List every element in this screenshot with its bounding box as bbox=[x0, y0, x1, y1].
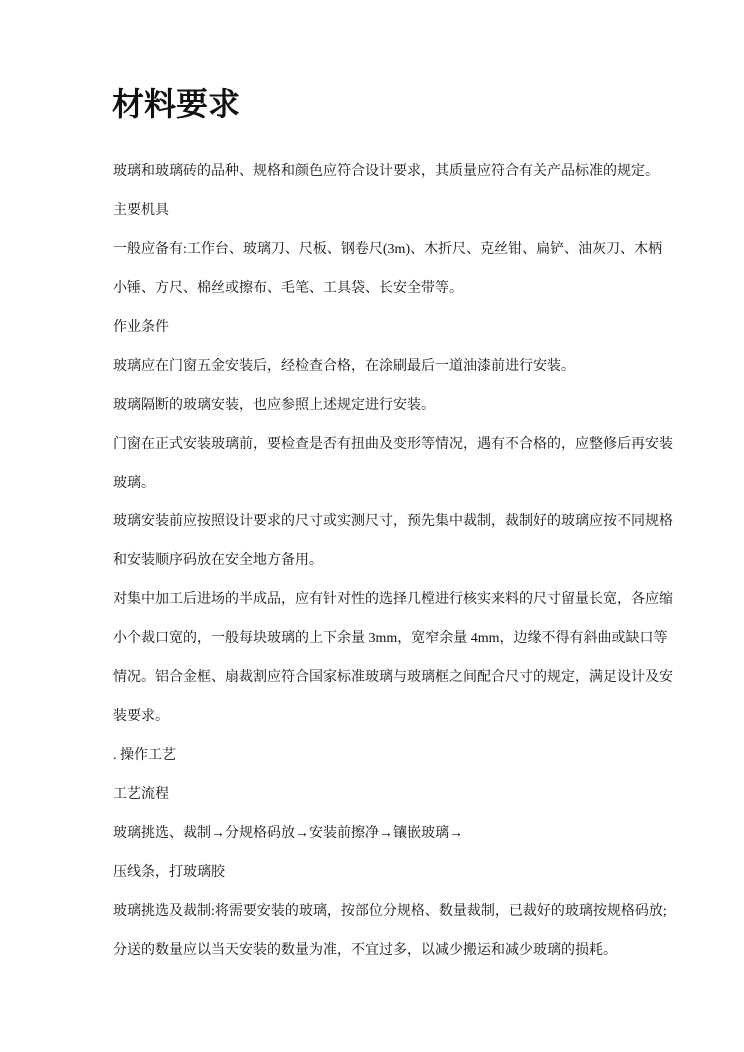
text-line: 装要求。 bbox=[113, 709, 169, 725]
text-line: 门窗在正式安装玻璃前，要检查是否有扭曲及变形等情况，遇有不合格的，应整修后再安装 bbox=[113, 436, 673, 452]
section-heading: 作业条件 bbox=[113, 319, 169, 335]
text-line: 小锤、方尺、棉丝或擦布、毛笔、工具袋、长安全带等。 bbox=[113, 280, 463, 296]
text-line: 分送的数量应以当天安装的数量为准，不宜过多，以减少搬运和减少玻璃的损耗。 bbox=[113, 942, 617, 958]
text-line: 玻璃应在门窗五金安装后，经检查合格，在涂刷最后一道油漆前进行安装。 bbox=[113, 358, 575, 374]
text-line: 对集中加工后进场的半成品，应有针对性的选择几樘进行核实来料的尺寸留量长宽，各应缩 bbox=[113, 592, 673, 608]
text-line: 小个裁口宽的，一般每块玻璃的上下余量 3mm，宽窄余量 4mm，边缘不得有斜曲或缺口等 bbox=[113, 631, 668, 647]
text-line: 玻璃。 bbox=[113, 475, 155, 491]
text-line: 玻璃挑选、裁制→分规格码放→安装前擦净→镶嵌玻璃→ bbox=[113, 825, 463, 841]
text-line: 玻璃安装前应按照设计要求的尺寸或实测尺寸，预先集中裁制，裁制好的玻璃应按不同规格 bbox=[113, 514, 673, 530]
page-title: 材料要求 bbox=[112, 86, 241, 122]
text-line: 玻璃和玻璃砖的品种、规格和颜色应符合设计要求，其质量应符合有关产品标准的规定。 bbox=[113, 164, 659, 179]
text-line: 压线条，打玻璃胶 bbox=[113, 864, 225, 880]
text-line: 玻璃挑选及裁制:将需要安装的玻璃，按部位分规格、数量裁制，已裁好的玻璃按规格码放; bbox=[113, 903, 667, 919]
section-heading: 主要机具 bbox=[113, 202, 169, 218]
document-body bbox=[113, 160, 673, 978]
text-line: 和安装顺序码放在安全地方备用。 bbox=[113, 553, 323, 569]
text-line: 一般应备有:工作台、玻璃刀、尺板、钢卷尺(3m)、木折尺、克丝钳、扁铲、油灰刀、木柄 bbox=[113, 241, 663, 257]
section-heading: 工艺流程 bbox=[113, 787, 169, 802]
text-line: 情况。铝合金框、扇裁割应符合国家标准玻璃与玻璃框之间配合尺寸的规定，满足设计及安 bbox=[113, 670, 673, 686]
text-line: 玻璃隔断的玻璃安装，也应参照上述规定进行安装。 bbox=[113, 397, 435, 413]
section-heading: . 操作工艺 bbox=[113, 748, 176, 764]
